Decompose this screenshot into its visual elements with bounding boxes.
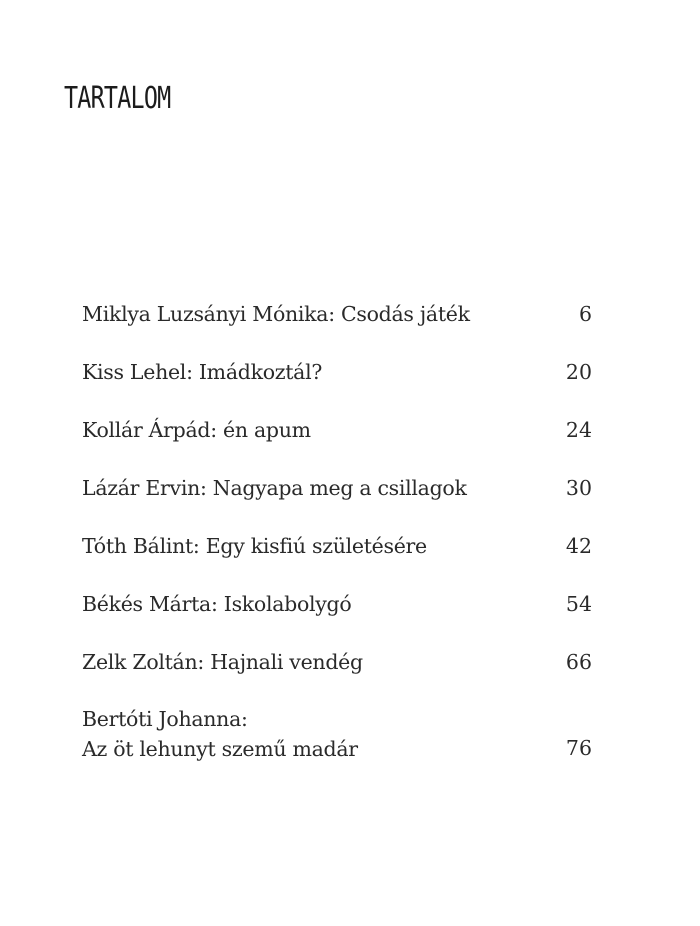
toc-entry-title: Tóth Bálint: Egy kisfiú születésére	[82, 534, 427, 558]
table-of-contents	[82, 298, 592, 790]
toc-entry-page-number: 24	[565, 418, 592, 442]
toc-entry-title: Lázár Ervin: Nagyapa meg a csillagok	[82, 476, 467, 500]
toc-entry	[82, 356, 592, 388]
toc-entry-title: Kiss Lehel: Imádkoztál?	[82, 360, 323, 384]
toc-entry	[82, 588, 592, 620]
toc-entry	[82, 414, 592, 446]
toc-entry-page-number: 42	[565, 534, 592, 558]
toc-entry-page-number: 66	[565, 650, 592, 674]
toc-entry-title	[82, 704, 358, 764]
toc-entry-title-line: Az öt lehunyt szemű madár	[82, 737, 358, 761]
toc-entry-title: Zelk Zoltán: Hajnali vendég	[82, 650, 363, 674]
toc-entry-title: Miklya Luzsányi Mónika: Csodás játék	[82, 302, 470, 326]
toc-entry-page-number: 54	[565, 592, 592, 616]
toc-entry-title: Kollár Árpád: én apum	[82, 418, 311, 442]
toc-entry-title: Békés Márta: Iskolabolygó	[82, 592, 352, 616]
toc-entry-page-number: 30	[565, 476, 592, 500]
toc-entry	[82, 472, 592, 504]
toc-entry-title-line: Bertóti Johanna:	[82, 707, 248, 731]
toc-entry	[82, 646, 592, 678]
toc-entry	[82, 298, 592, 330]
toc-entry-page-number: 76	[565, 736, 592, 760]
toc-entry-page-number: 6	[578, 302, 592, 326]
page-title: TARTALOM	[64, 81, 171, 116]
toc-entry-page-number: 20	[565, 360, 592, 384]
toc-entry	[82, 704, 592, 764]
toc-entry	[82, 530, 592, 562]
